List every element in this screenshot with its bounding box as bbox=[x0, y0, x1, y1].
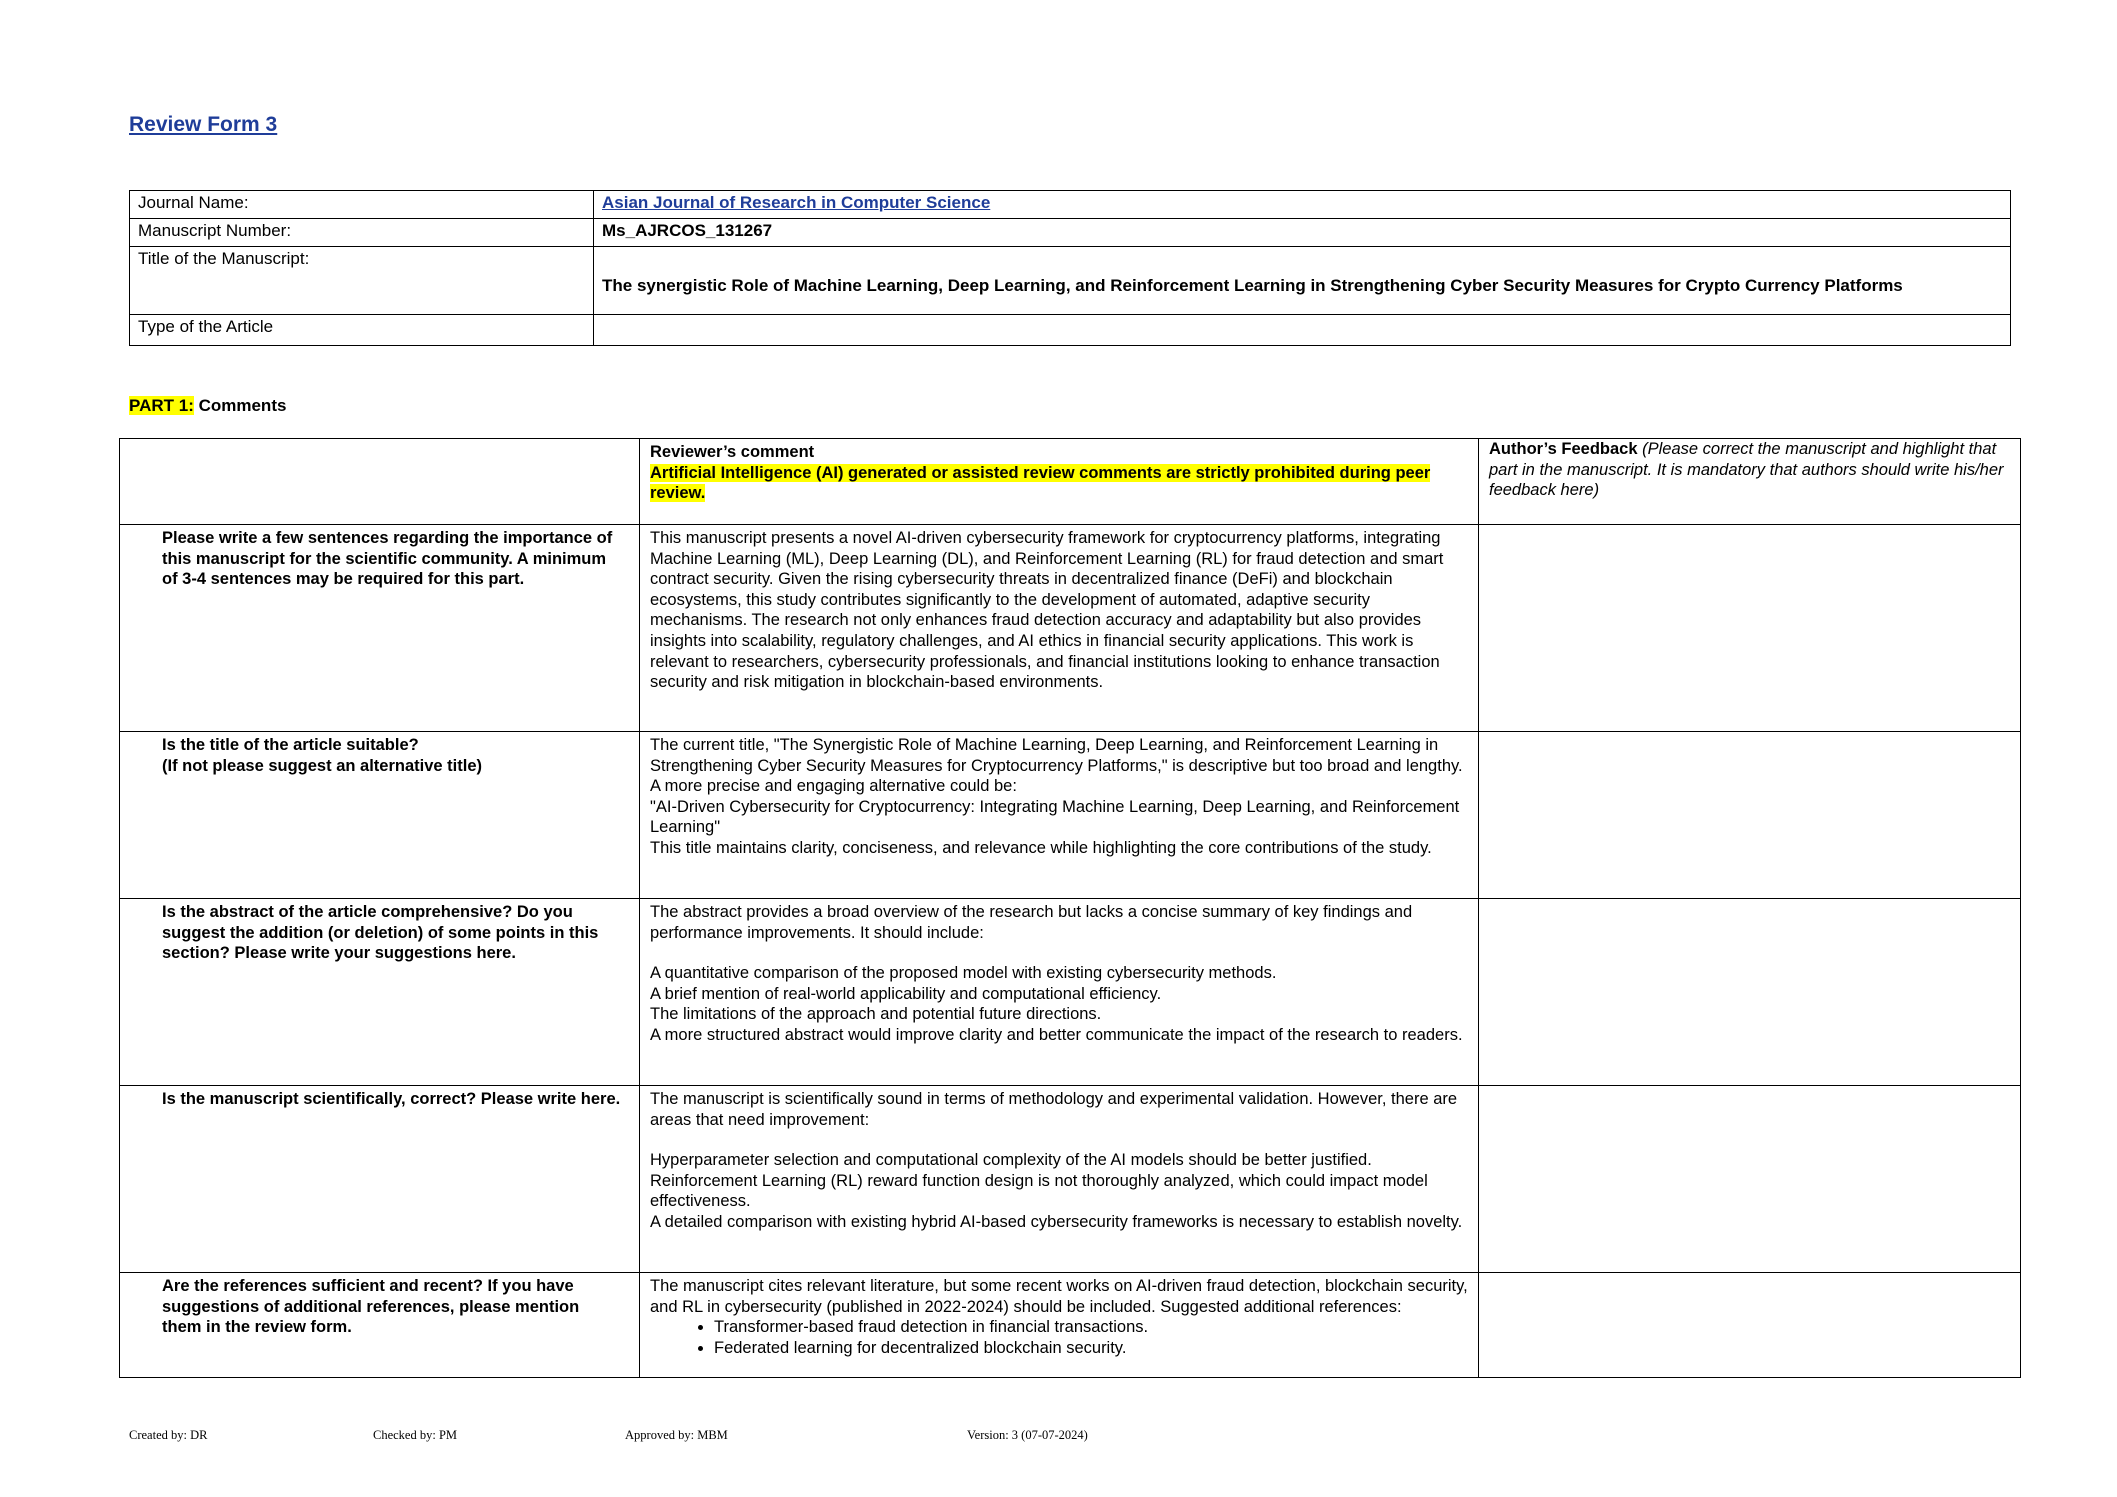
comments-table bbox=[119, 438, 2021, 1378]
comment-paragraph: A more structured abstract would improve clarity and better communicate the impact of the research to readers. bbox=[650, 1025, 1463, 1044]
footer-approved-by: Approved by: MBM bbox=[625, 1428, 728, 1442]
part-label: Comments bbox=[193, 396, 287, 415]
manuscript-number-label: Manuscript Number: bbox=[130, 219, 594, 247]
author-feedback-cell[interactable] bbox=[1479, 899, 2021, 1086]
table-row bbox=[120, 525, 2021, 732]
journal-value-cell bbox=[594, 191, 2011, 219]
page-footer bbox=[0, 1428, 2117, 1448]
list-item: • Federated learning for decentralized blockchain security. bbox=[714, 1338, 1468, 1359]
reviewer-comment-cell bbox=[640, 1086, 1479, 1273]
header-empty-cell bbox=[120, 439, 640, 525]
reviewer-header-cell bbox=[640, 439, 1479, 525]
comment-paragraph: Hyperparameter selection and computational complexity of the AI models should be better justified. bbox=[650, 1151, 1372, 1170]
journal-row bbox=[130, 191, 2011, 219]
comment-paragraph: The current title, "The Synergistic Role of Machine Learning, Deep Learning, and Reinforcement Learning in Strengthening Cyber Security Measures for Cryptocurrency Platforms," is descriptive but too broad and lengthy. A more precise and engaging alternative could be: bbox=[650, 736, 1463, 796]
reviewer-comment-cell bbox=[640, 525, 1479, 732]
author-feedback-cell[interactable] bbox=[1479, 1086, 2021, 1273]
comment-paragraph: The abstract provides a broad overview of the research but lacks a concise summary of key findings and performance improvements. It should include: bbox=[650, 903, 1413, 942]
journal-label: Journal Name: bbox=[130, 191, 594, 219]
question-cell: Are the references sufficient and recent? If you have suggestions of additional references, please mention them in the review form. bbox=[120, 1273, 640, 1378]
author-feedback-cell[interactable] bbox=[1479, 732, 2021, 899]
table-row bbox=[120, 899, 2021, 1086]
article-type-row bbox=[130, 315, 2011, 346]
comment-paragraph: A detailed comparison with existing hybrid AI-based cybersecurity frameworks is necessary to establish novelty. bbox=[650, 1212, 1463, 1231]
part-number: PART 1: bbox=[129, 396, 194, 415]
footer-checked-by: Checked by: PM bbox=[373, 1428, 458, 1442]
comment-paragraph: This title maintains clarity, conciseness, and relevance while highlighting the core contributions of the study. bbox=[650, 838, 1432, 857]
form-title: Review Form 3 bbox=[129, 113, 278, 136]
list-item: • Transformer-based fraud detection in financial transactions. bbox=[714, 1317, 1468, 1338]
manuscript-title-value: The synergistic Role of Machine Learning, Deep Learning, and Reinforcement Learning in Strengthening Cyber Security Measures for Crypto Currency Platforms bbox=[594, 247, 2011, 315]
author-feedback-cell[interactable] bbox=[1479, 525, 2021, 732]
reviewer-comment-title: Reviewer’s comment bbox=[650, 443, 815, 461]
author-header-cell bbox=[1479, 439, 2021, 525]
comment-paragraph: A quantitative comparison of the proposed model with existing cybersecurity methods. bbox=[650, 964, 1277, 983]
comments-header-row bbox=[120, 439, 2021, 525]
table-row bbox=[120, 1086, 2021, 1273]
footer-created-by: Created by: DR bbox=[129, 1428, 208, 1442]
paragraph-spacer bbox=[650, 1130, 1468, 1150]
paragraph-spacer bbox=[650, 943, 1468, 963]
suggested-references-list bbox=[650, 1317, 1468, 1358]
comment-paragraph: The manuscript is scientifically sound in terms of methodology and experimental validation. However, there are areas that need improvement: bbox=[650, 1090, 1458, 1129]
question-line: Is the title of the article suitable? bbox=[162, 736, 419, 754]
ai-warning: Artificial Intelligence (AI) generated or assisted review comments are strictly prohibited during peer review. bbox=[650, 463, 1431, 503]
question-line: (If not please suggest an alternative title) bbox=[162, 756, 482, 775]
comment-paragraph: This manuscript presents a novel AI-driven cybersecurity framework for cryptocurrency platforms, integrating Machine Learning (ML), Deep Learning (DL), and Reinforcement Learning (RL) for fraud detection and smart contract security. Given the rising cybersecurity threats in decentralized finance (DeFi) and blockchain ecosystems, this study contributes significantly to the development of automated, adaptive security mechanisms. The research not only enhances fraud detection accuracy and adaptability but also provides insights into scalability, regulatory challenges, and AI ethics in financial security applications. This work is relevant to researchers, cybersecurity professionals, and financial institutions looking to enhance transaction security and risk mitigation in blockchain-based environments. bbox=[650, 529, 1444, 692]
footer-version: Version: 3 (07-07-2024) bbox=[967, 1428, 1088, 1442]
manuscript-info-table bbox=[129, 190, 2011, 346]
comment-paragraph: Reinforcement Learning (RL) reward function design is not thoroughly analyzed, which could impact model effectiveness. bbox=[650, 1171, 1428, 1211]
question-cell: Please write a few sentences regarding the importance of this manuscript for the scientific community. A minimum of 3-4 sentences may be required for this part. bbox=[120, 525, 640, 732]
part-heading bbox=[129, 396, 286, 416]
manuscript-number-row bbox=[130, 219, 2011, 247]
question-cell: Is the manuscript scientifically, correct? Please write here. bbox=[120, 1086, 640, 1273]
author-feedback-title: Author’s Feedback bbox=[1489, 440, 1638, 458]
journal-link[interactable]: Asian Journal of Research in Computer Science bbox=[602, 193, 991, 212]
article-type-label: Type of the Article bbox=[130, 315, 594, 346]
comment-paragraph: A brief mention of real-world applicability and computational efficiency. bbox=[650, 984, 1162, 1003]
manuscript-number-value: Ms_AJRCOS_131267 bbox=[594, 219, 2011, 247]
reviewer-comment-cell bbox=[640, 899, 1479, 1086]
question-cell bbox=[120, 732, 640, 899]
comment-paragraph: The manuscript cites relevant literature, but some recent works on AI-driven fraud detection, blockchain security, and RL in cybersecurity (published in 2022-2024) should be included. Suggested additional references: bbox=[650, 1277, 1468, 1316]
comment-paragraph: The limitations of the approach and potential future directions. bbox=[650, 1005, 1102, 1024]
author-feedback-note: (Please correct the manuscript and highlight that part in the manuscript. It is mandatory that authors should write his/her feedback here) bbox=[1489, 440, 2004, 500]
reviewer-comment-cell bbox=[640, 1273, 1479, 1378]
table-row bbox=[120, 1273, 2021, 1378]
question-cell: Is the abstract of the article comprehensive? Do you suggest the addition (or deletion) of some points in this section? Please write your suggestions here. bbox=[120, 899, 640, 1086]
comment-paragraph: "AI-Driven Cybersecurity for Cryptocurrency: Integrating Machine Learning, Deep Learning, and Reinforcement Learning" bbox=[650, 797, 1460, 837]
author-feedback-cell[interactable] bbox=[1479, 1273, 2021, 1378]
table-row bbox=[120, 732, 2021, 899]
reviewer-comment-cell bbox=[640, 732, 1479, 899]
article-type-value bbox=[594, 315, 2011, 346]
manuscript-title-row bbox=[130, 247, 2011, 315]
manuscript-title-label: Title of the Manuscript: bbox=[130, 247, 594, 315]
